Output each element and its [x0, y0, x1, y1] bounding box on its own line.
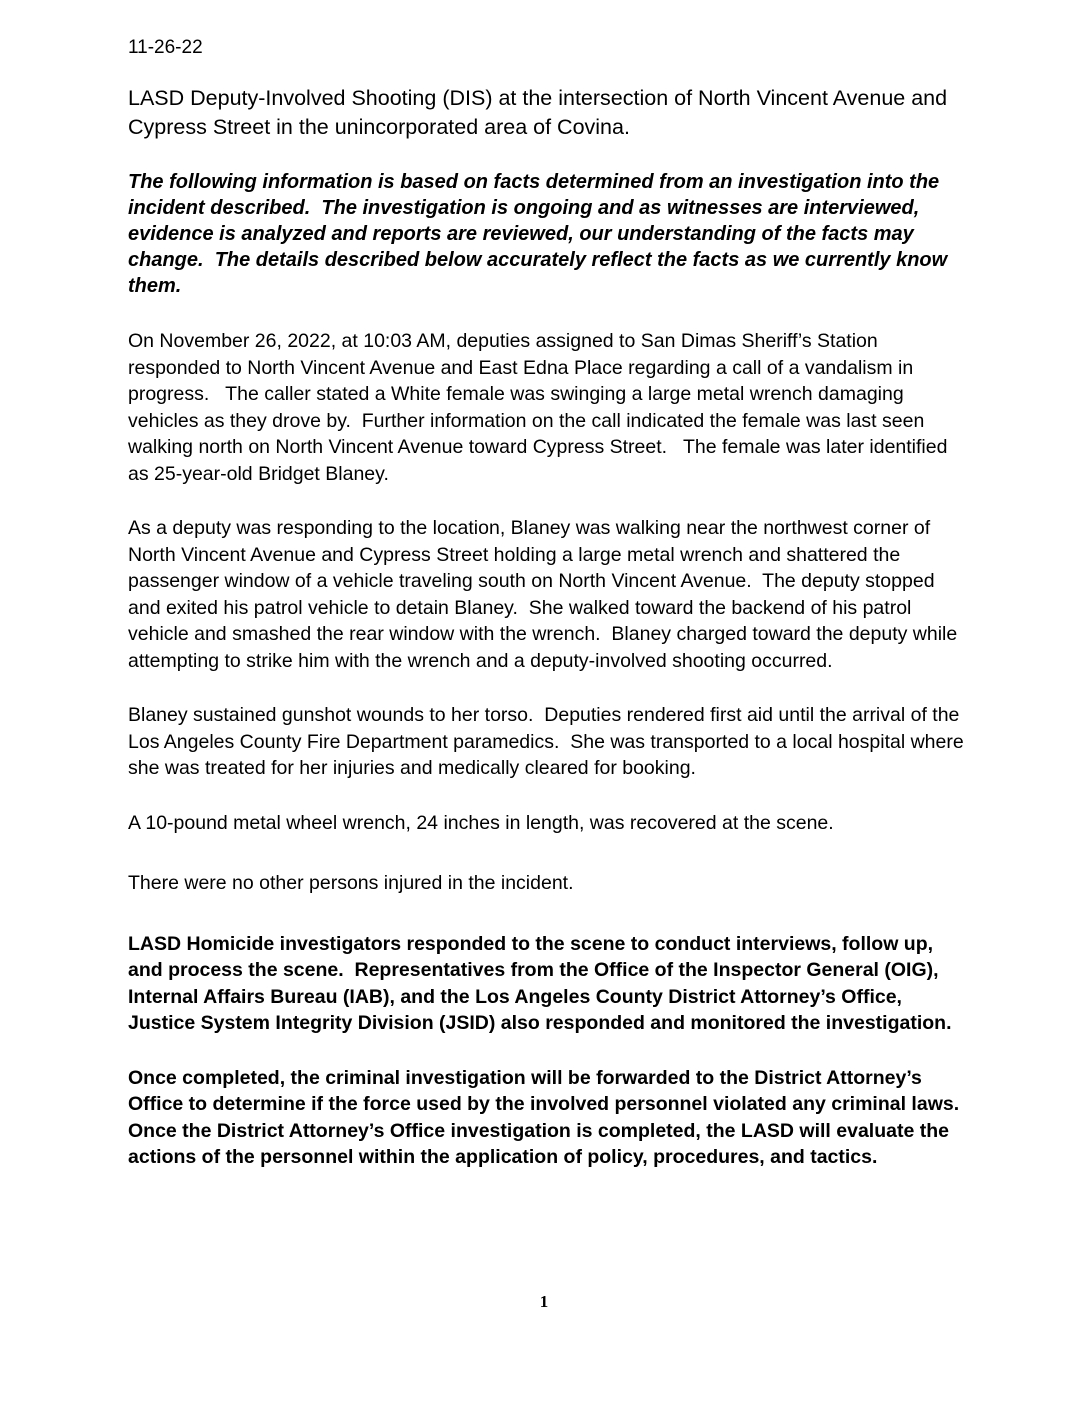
body-paragraph-injuries: Blaney sustained gunshot wounds to her torso. Deputies rendered first aid until the arrival of the Los Angeles County Fire Department paramedics. She was transported to a local hospital where she was treated for her injuries and medically cleared for booking.: [128, 704, 970, 779]
body-paragraph-homicide-investigators: LASD Homicide investigators responded to the scene to conduct interviews, follow up, and process the scene. Representatives from the Office of the Inspector General (OIG), Internal Affairs Bureau (IAB), and the Los Angeles County District Attorney’s Office, Justice System Integrity Division (JSID) also responded and monitored the investigation.: [128, 932, 952, 1034]
date-line: 11-26-22: [128, 37, 203, 58]
body-paragraph-no-other-injuries: There were no other persons injured in the incident.: [128, 872, 574, 894]
body-paragraph-wrench-recovered: A 10-pound metal wheel wrench, 24 inches in length, was recovered at the scene.: [128, 811, 834, 834]
disclaimer-paragraph: The following information is based on facts determined from an investigation into the incident described. The investigation is ongoing and as witnesses are interviewed, evidence is analyzed and reports are reviewed, our understanding of the facts may change. The details described below accurately reflect the facts as we currently know them.: [128, 171, 953, 297]
body-paragraph-incident-call: On November 26, 2022, at 10:03 AM, deputies assigned to San Dimas Sheriff’s Station responded to North Vincent Avenue and East Edna Place regarding a call of a vandalism in progress. The caller stated a White female was swinging a large metal wrench damaging vehicles as they drove by. Further information on the call indicated the female was last seen walking north on North Vincent Avenue toward Cypress Street. The female was later identified as 25-year-old Bridget Blaney.: [128, 330, 953, 485]
body-paragraph-criminal-investigation: Once completed, the criminal investigation will be forwarded to the District Attorney’s Office to determine if the force used by the involved personnel violated any criminal laws. Once the District Attorney’s Office investigation is completed, the LASD will evaluate the actions of the personnel within the application of policy, procedures, and tactics.: [128, 1066, 970, 1168]
document-title: LASD Deputy-Involved Shooting (DIS) at the intersection of North Vincent Avenue and Cypress Street in the unincorporated area of Covina.: [128, 86, 954, 139]
body-paragraph-shooting-description: As a deputy was responding to the location, Blaney was walking near the northwest corner of North Vincent Avenue and Cypress Street holding a large metal wrench and shattered the passenger window of a vehicle traveling south on North Vincent Avenue. The deputy stopped and exited his patrol vehicle to detain Blaney. She walked toward the backend of his patrol vehicle and smashed the rear window with the wrench. Blaney charged toward the deputy while attempting to strike him with the wrench and a deputy-involved shooting occurred.: [128, 517, 963, 672]
page-number: 1: [539, 1292, 549, 1311]
